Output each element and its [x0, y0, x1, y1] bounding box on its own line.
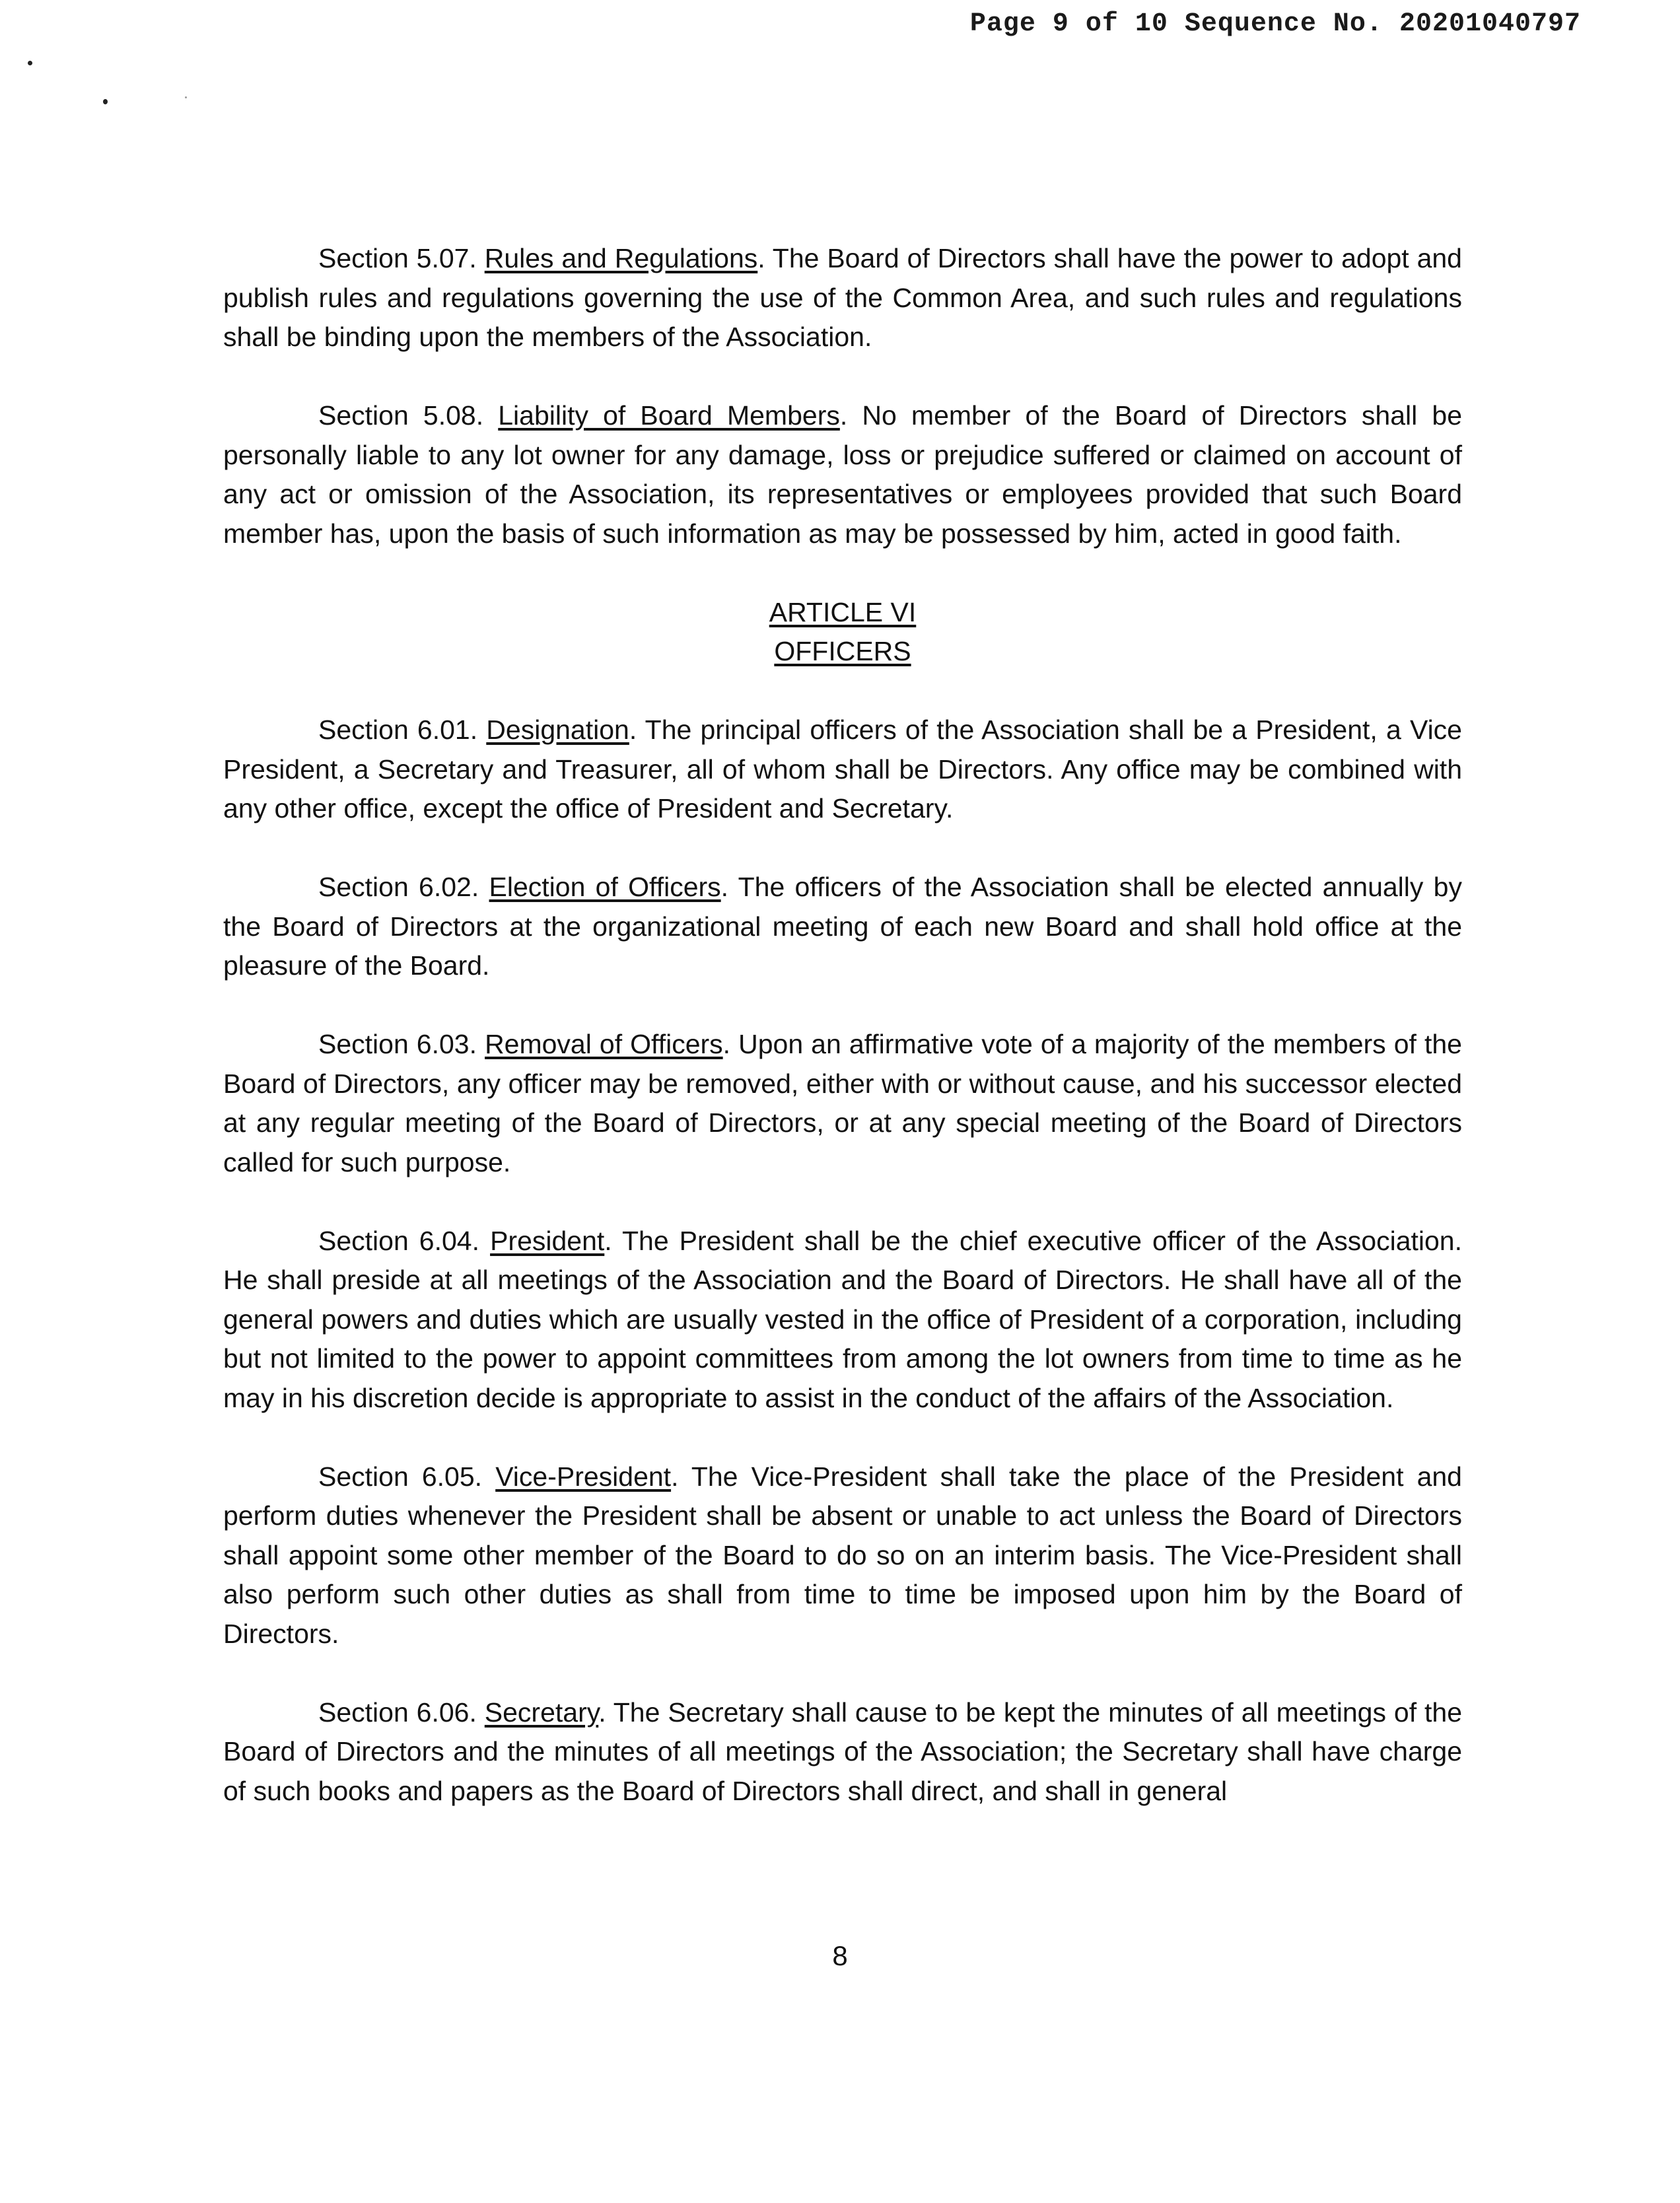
section-5-08 — [223, 396, 1462, 553]
scan-speck — [103, 99, 108, 104]
scan-speck — [185, 96, 187, 98]
scan-speck — [28, 61, 32, 65]
section-6-03 — [223, 1025, 1462, 1182]
section-number: Section 6.06. — [318, 1696, 477, 1728]
section-6-01 — [223, 711, 1462, 829]
section-6-04 — [223, 1222, 1462, 1418]
section-text: . The Board of Directors shall have the power to adopt and publish rules and regulations governing the use of the Common Area, and such rules and regulations shall be binding upon the members of the Association. — [223, 243, 1462, 352]
section-title: Liability of Board Members — [498, 400, 840, 431]
section-text: . No member of the Board of Directors shall be personally liable to any lot owner for any damage, loss or prejudice suffered or claimed on account of any act or omission of the Association, its representatives or employees provided that such Board member has, upon the basis of such information as may be possessed by him, acted in good faith. — [223, 400, 1462, 549]
section-number: Section 6.02. — [318, 872, 479, 902]
section-text: . The Secretary shall cause to be kept the minutes of all meetings of the Board of Directors and the minutes of all meetings of the Association; the Secretary shall have charge of such books and papers as the Board of Directors shall direct, and shall in general — [223, 1696, 1462, 1806]
section-number: Section 5.08. — [318, 400, 484, 431]
section-text: . The Vice-President shall take the place of the President and perform duties whenever the President shall be absent or unable to act unless the Board of Directors shall appoint some other member of the Board to do so on an interim basis. The Vice-President shall also perform such other duties as shall from time to time be imposed upon him by the Board of Directors. — [223, 1461, 1462, 1649]
section-title: Secretary — [484, 1696, 599, 1728]
section-number: Section 6.03. — [318, 1029, 477, 1059]
section-title: Vice-President — [495, 1461, 672, 1492]
section-title: Designation — [486, 715, 629, 745]
section-6-06 — [223, 1693, 1462, 1811]
section-number: Section 5.07. — [318, 243, 477, 273]
section-6-02 — [223, 868, 1462, 986]
section-text: . Upon an affirmative vote of a majority of the members of the Board of Directors, any officer may be removed, either with or without cause, and his successor elected at any regular meeting of the Board of Directors, or at any special meeting of the Board of Directors called for such purpose. — [223, 1029, 1462, 1177]
section-title: Rules and Regulations — [484, 243, 758, 273]
document-body — [223, 239, 1462, 1811]
article-heading-block — [223, 593, 1462, 672]
section-5-07 — [223, 239, 1462, 357]
section-number: Section 6.04. — [318, 1225, 479, 1256]
section-text: . The principal officers of the Association shall be a President, a Vice President, a Secretary and Treasurer, all of whom shall be Directors. Any office may be combined with any other office, except the office of President and Secretary. — [223, 715, 1462, 823]
section-title: Election of Officers — [489, 872, 721, 902]
section-title: President — [490, 1225, 605, 1256]
section-text: . The officers of the Association shall be elected annually by the Board of Directors at the organizational meeting of each new Board and shall hold office at the pleasure of the Board. — [223, 872, 1462, 981]
section-text: . The President shall be the chief executive officer of the Association. He shall preside at all meetings of the Association and the Board of Directors. He shall have all of the general powers and duties which are usually vested in the office of President of a corporation, including but not limited to the power to appoint committees from among the lot owners from time to time as he may in his discretion decide is appropriate to assist in the conduct of the affairs of the Association. — [223, 1225, 1462, 1413]
article-subheading: OFFICERS — [774, 636, 911, 666]
section-title: Removal of Officers — [485, 1029, 723, 1059]
page-number: 8 — [832, 1940, 848, 1971]
section-number: Section 6.01. — [318, 715, 478, 745]
page-sequence-header: Page 9 of 10 Sequence No. 20201040797 — [969, 9, 1581, 39]
section-number: Section 6.05. — [318, 1461, 483, 1492]
article-heading: ARTICLE VI — [769, 596, 917, 627]
section-6-05 — [223, 1457, 1462, 1654]
